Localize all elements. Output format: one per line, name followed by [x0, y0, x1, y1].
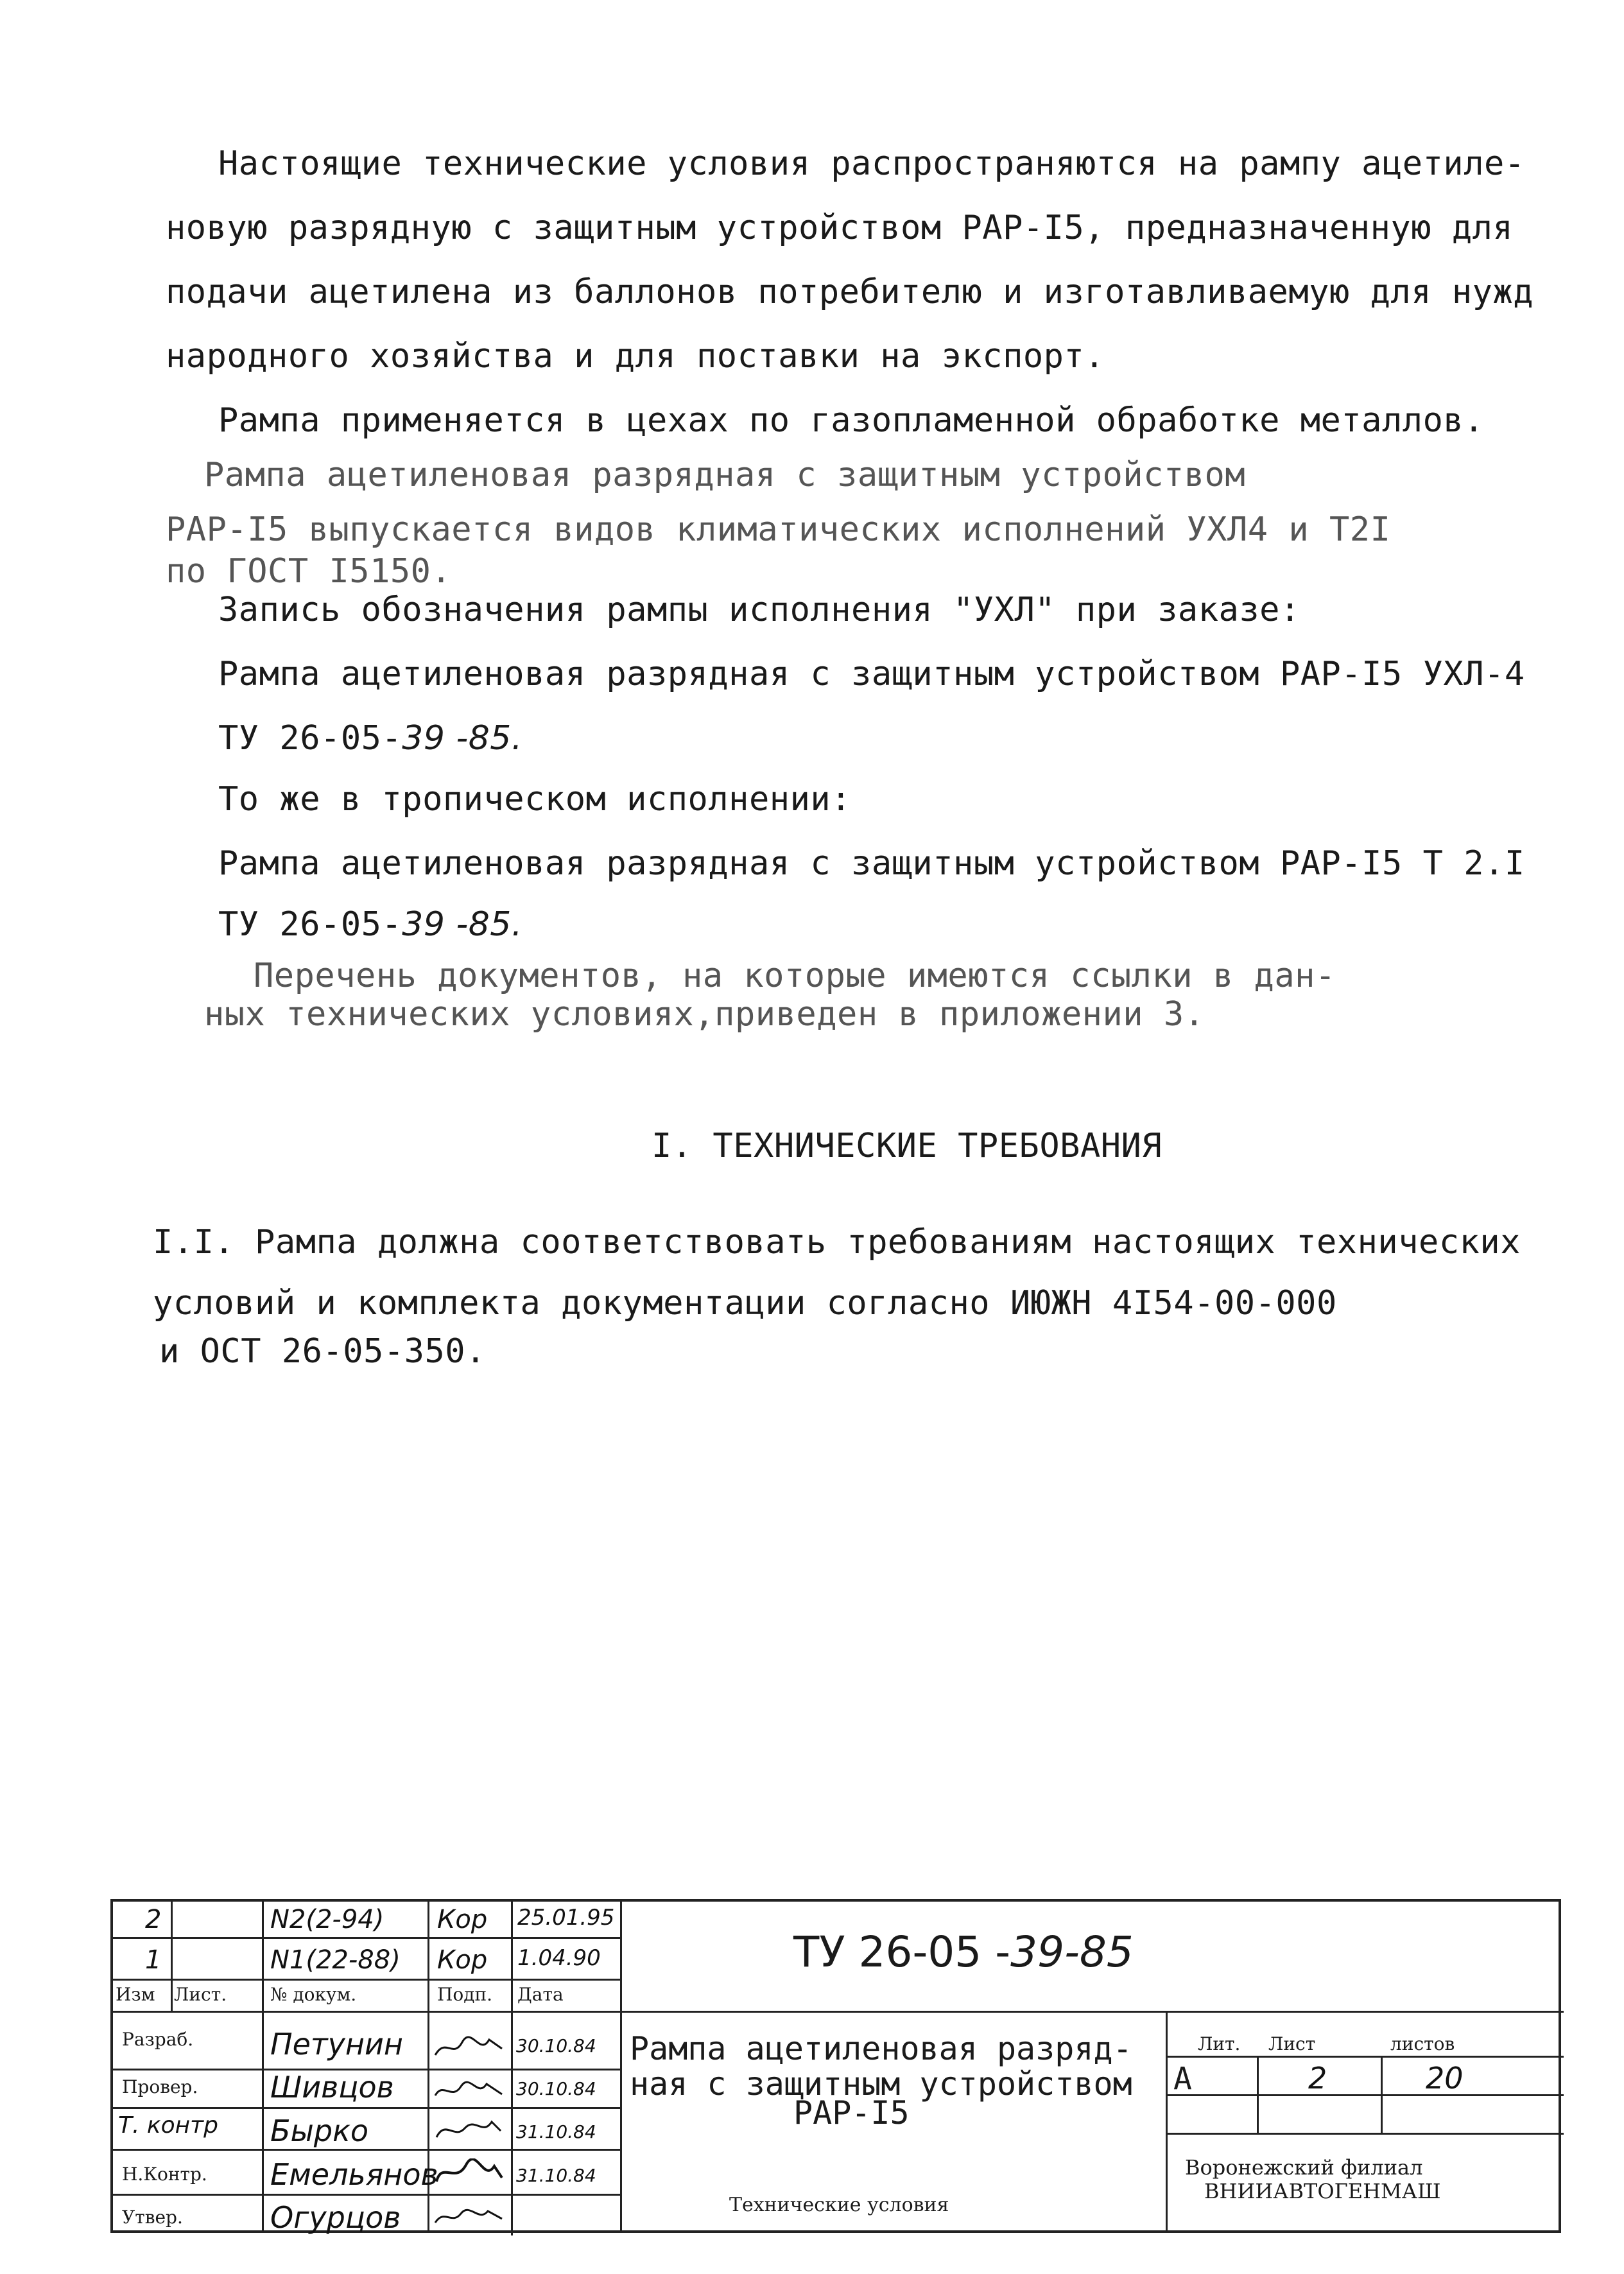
name-checker: Шивцов	[270, 2070, 394, 2105]
name-tech-control: Бырко	[270, 2113, 369, 2148]
tropical-line: Рампа ацетиленовая разрядная с защитным устройством РАР-I5 Т 2.I	[218, 844, 1525, 883]
climate-line: РАР-I5 выпускается видов климатических исполнений УХЛ4 и Т2I	[166, 510, 1391, 549]
intro-line: Настоящие технические условия распространяются на рампу ацетиле-	[218, 144, 1525, 183]
climate-line: по ГОСТ I5150.	[166, 552, 452, 591]
sheet-value: 2	[1308, 2061, 1327, 2096]
intro-line: подачи ацетилена из баллонов потребителю и изготавливаемую для нужд	[166, 273, 1534, 311]
section-title: I. ТЕХНИЧЕСКИЕ ТРЕБОВАНИЯ	[652, 1127, 1162, 1165]
clause-line: условий и комплекта документации согласно ИЮЖН 4I54-00-000	[153, 1284, 1337, 1323]
tropical-note: То же в тропическом исполнении:	[218, 780, 852, 819]
intro-line: новую разрядную с защитным устройством РАР-I5, предназначенную для	[166, 209, 1514, 247]
header-signature: Подп.	[437, 1984, 493, 2005]
designation-line: Рампа ацетиленовая разрядная с защитным устройством РАР-I5 УХЛ-4	[218, 655, 1525, 693]
role-checker: Провер.	[122, 2076, 198, 2097]
signature-developer	[433, 2033, 506, 2059]
sheet-label: Лист	[1268, 2033, 1316, 2054]
lit-label: Лит.	[1198, 2033, 1241, 2054]
signature-tech-control	[433, 2117, 506, 2142]
name-developer: Петунин	[270, 2027, 403, 2061]
designation-code-hand: 39 -85.	[402, 719, 523, 758]
intro-line: народного хозяйства и для поставки на экспорт.	[166, 337, 1105, 376]
signature-approver	[433, 2202, 506, 2228]
clause-line: I.I. Рампа должна соответствовать требованиям настоящих технических	[153, 1223, 1521, 1262]
rev-signature: Кор	[437, 1905, 488, 1934]
header-sheet: Лист.	[174, 1984, 227, 2005]
rev-doc-number: N1(22-88)	[270, 1945, 401, 1975]
designation-code	[218, 719, 523, 758]
rev-date: 25.01.95	[517, 1905, 615, 1931]
rev-date: 1.04.90	[517, 1945, 601, 1971]
rev-number: 2	[145, 1905, 162, 1934]
tropical-code-typed: ТУ 26-05-	[218, 905, 402, 944]
product-title-line: Рампа ацетиленовая разряд-	[630, 2030, 1132, 2067]
organization-name: ВНИИАВТОГЕНМАШ	[1204, 2179, 1441, 2203]
signature-checker	[433, 2076, 506, 2102]
document-code-typed: ТУ 26-05 -	[793, 1927, 1011, 1977]
role-tech-control: Т. контр	[118, 2112, 219, 2139]
tropical-code-hand: 39 -85.	[402, 905, 523, 944]
clause-line: и ОСТ 26-05-350.	[159, 1332, 486, 1371]
designation-code-typed: ТУ 26-05-	[218, 719, 402, 758]
date-developer: 30.10.84	[516, 2035, 596, 2056]
role-approver: Утвер.	[122, 2207, 183, 2228]
sheets-label: листов	[1390, 2033, 1455, 2054]
sheets-value: 20	[1426, 2061, 1464, 2096]
date-tech-control: 31.10.84	[516, 2121, 596, 2142]
climate-line: Рампа ацетиленовая разрядная с защитным устройством	[204, 456, 1246, 494]
references-line: Перечень документов, на которые имеются ссылки в дан-	[254, 957, 1336, 995]
references-line: ных технических условиях,приведен в приложении 3.	[204, 995, 1205, 1034]
signature-norm-control	[433, 2158, 506, 2184]
date-norm-control: 31.10.84	[516, 2165, 596, 2186]
product-title-line: ная с защитным устройством	[630, 2065, 1132, 2103]
application-line: Рампа применяется в цехах по газопламенной обработке металлов.	[218, 401, 1485, 440]
date-checker: 30.10.84	[516, 2078, 596, 2099]
header-change: Изм	[116, 1984, 155, 2005]
rev-doc-number: N2(2-94)	[270, 1905, 384, 1934]
role-developer: Разраб.	[122, 2029, 194, 2050]
organization-name: Воронежский филиал	[1185, 2155, 1423, 2180]
tropical-code	[218, 905, 523, 944]
name-norm-control: Емельянов	[270, 2157, 438, 2192]
rev-number: 1	[145, 1945, 162, 1975]
rev-signature: Кор	[437, 1945, 488, 1975]
document-code	[793, 1927, 1134, 1977]
product-title-line: РАР-I5	[793, 2094, 910, 2131]
document-code-hand: 39-85	[1010, 1927, 1134, 1977]
lit-value: А	[1173, 2061, 1192, 2097]
document-type: Технические условия	[729, 2194, 949, 2216]
header-doc-number: № докум.	[270, 1984, 357, 2005]
header-date: Дата	[517, 1984, 564, 2005]
role-norm-control: Н.Контр.	[122, 2164, 207, 2185]
name-approver: Огурцов	[270, 2200, 401, 2235]
title-block	[110, 1899, 1561, 2233]
order-note: Запись обозначения рампы исполнения "УХЛ" при заказе:	[218, 591, 1300, 629]
